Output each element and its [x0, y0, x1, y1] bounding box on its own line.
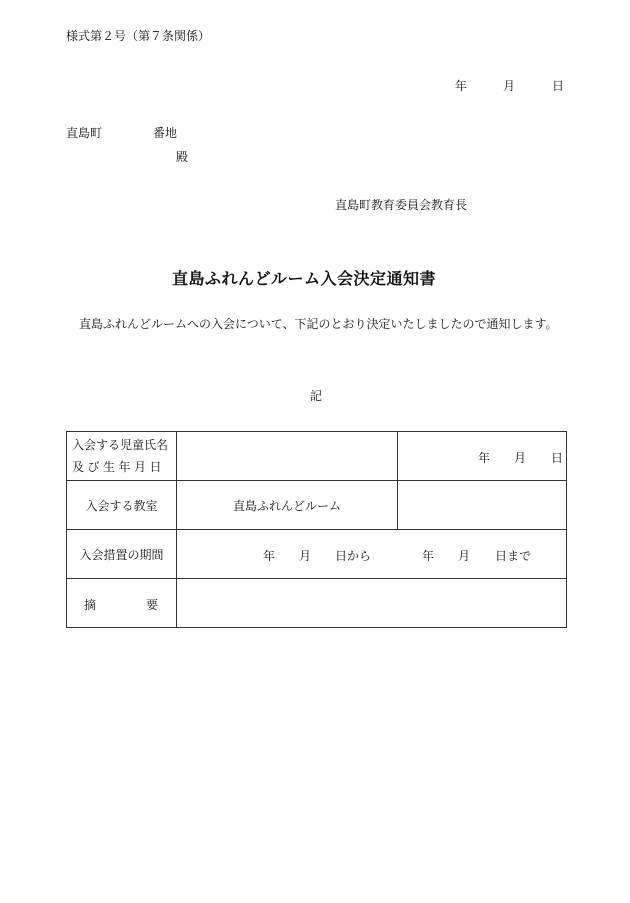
addressee-honorific: 殿	[176, 150, 189, 164]
child-name-label-cell	[67, 432, 177, 481]
form-number: 様式第２号（第７条関係）	[66, 29, 211, 43]
remarks-label-b: 要	[146, 598, 159, 612]
addressee-banchi: 番地	[153, 126, 178, 140]
birthdate-value-cell	[398, 432, 567, 481]
issuer-name: 直島町教育委員会教育長	[335, 198, 468, 212]
period-from-day: 日から	[335, 549, 372, 563]
period-from-year: 年	[263, 549, 276, 563]
period-to-year: 年	[422, 549, 435, 563]
remarks-label-a: 摘	[84, 598, 97, 612]
period-value-cell	[177, 530, 567, 579]
table-row-child-name	[67, 432, 567, 481]
table-row-remarks	[67, 579, 567, 628]
details-table	[66, 431, 567, 628]
classroom-value: 直島ふれんどルーム	[177, 481, 398, 530]
remarks-value-cell	[177, 579, 567, 628]
birth-day: 日	[551, 451, 564, 465]
classroom-extra-cell	[398, 481, 567, 530]
child-name-label-line2: 及び生年月日	[72, 460, 166, 474]
child-name-label-line1: 入会する児童氏名	[72, 438, 169, 452]
period-to-day: 日まで	[495, 549, 532, 563]
birth-month: 月	[514, 451, 527, 465]
date-month: 月	[503, 79, 516, 93]
body-text: 直島ふれんどルームへの入会について、下記のとおり決定いたしましたので通知します。	[79, 317, 558, 331]
table-row-period	[67, 530, 567, 579]
birth-year: 年	[478, 451, 491, 465]
period-label: 入会措置の期間	[67, 530, 177, 579]
remarks-label-cell	[67, 579, 177, 628]
child-name-value-cell	[177, 432, 398, 481]
date-day: 日	[552, 79, 565, 93]
period-to-month: 月	[458, 549, 471, 563]
classroom-label: 入会する教室	[67, 481, 177, 530]
addressee-town: 直島町	[66, 126, 103, 140]
period-from-month: 月	[299, 549, 312, 563]
table-row-classroom	[67, 481, 567, 530]
ki-heading: 記	[310, 389, 323, 403]
document-title: 直島ふれんどルーム入会決定通知書	[172, 269, 437, 288]
date-year: 年	[455, 79, 468, 93]
